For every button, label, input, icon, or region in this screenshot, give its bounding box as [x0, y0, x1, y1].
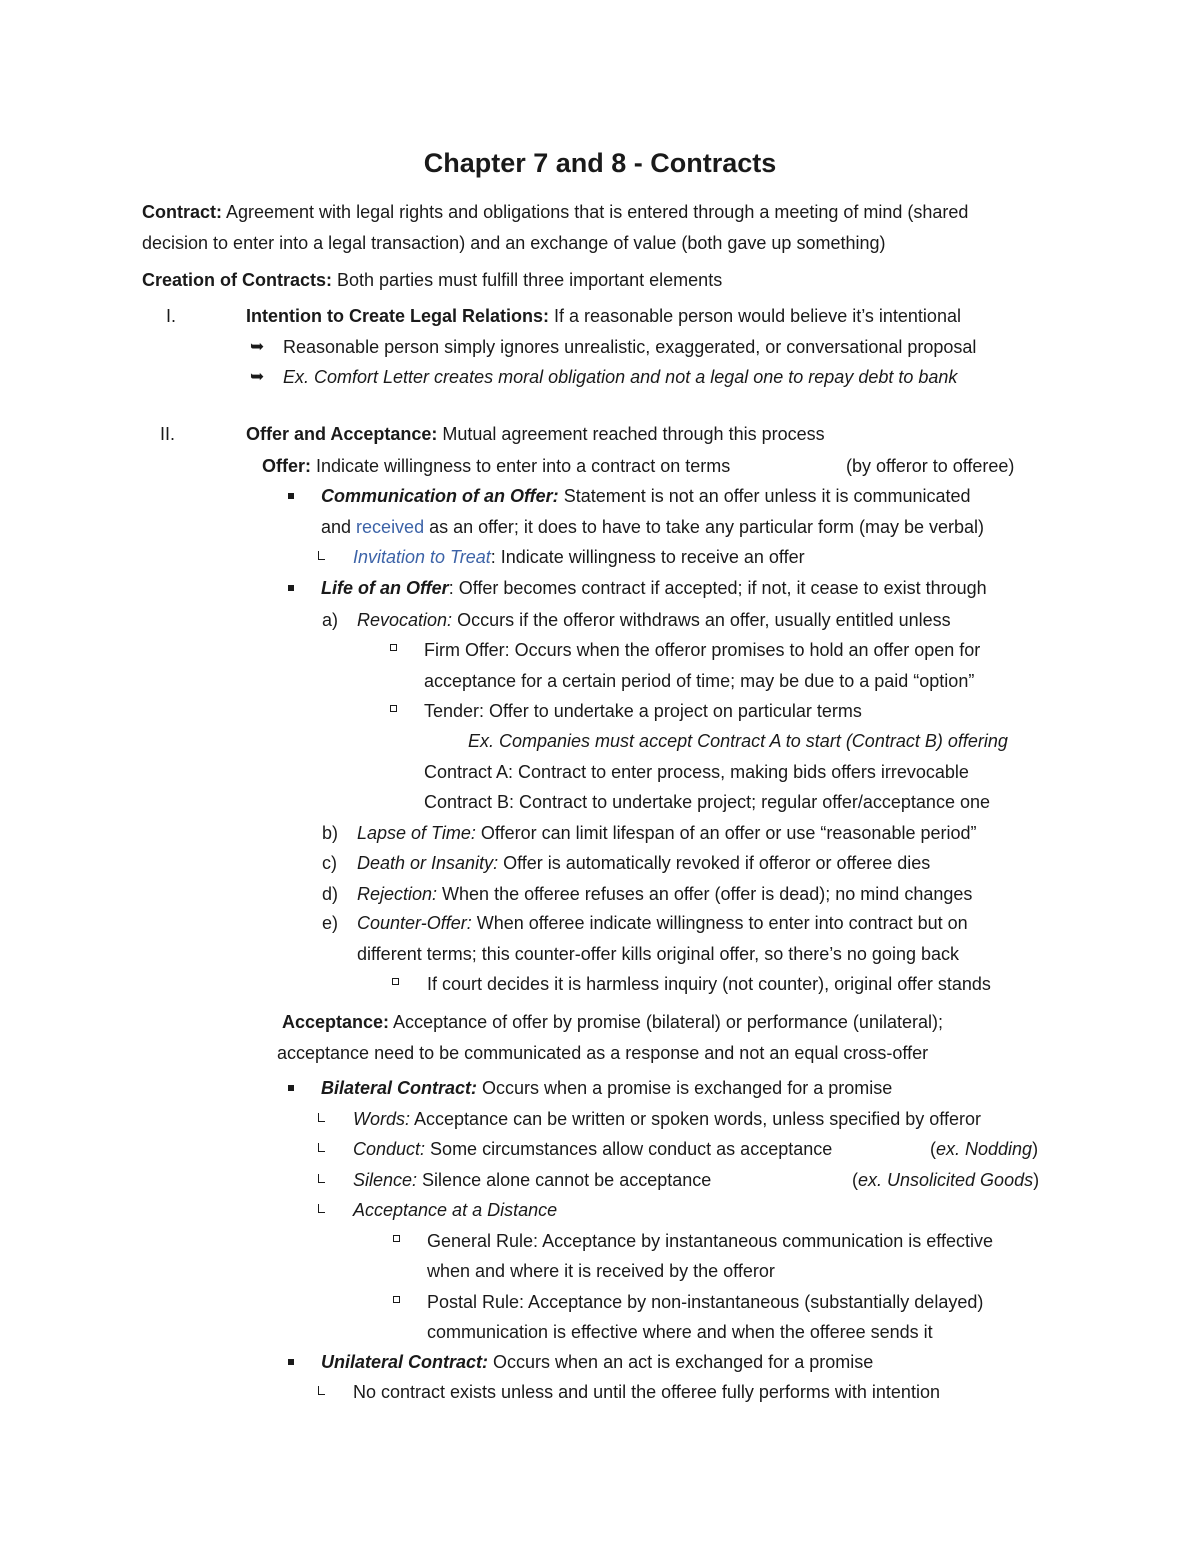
section-2-term: Offer and Acceptance:	[246, 424, 438, 444]
words-item	[353, 1107, 981, 1131]
words-text: Acceptance can be written or spoken words, unless specified by offeror	[410, 1109, 981, 1129]
conduct-item	[353, 1137, 832, 1161]
rejection-text: When the offeree refuses an offer (offer is dead); no mind changes	[437, 884, 973, 904]
creation-term: Creation of Contracts:	[142, 270, 333, 290]
corner-bullet-icon	[318, 1386, 325, 1395]
corner-bullet-icon	[318, 1113, 325, 1122]
life-text: : Offer becomes contract if accepted; if not, it cease to exist through	[448, 578, 987, 598]
life-term: Life of an Offer	[321, 578, 449, 598]
invitation-text: : Indicate willingness to receive an offer	[490, 547, 805, 567]
corner-bullet-icon	[318, 1174, 325, 1183]
hollow-square-bullet-icon	[393, 1296, 400, 1303]
acceptance-at-distance: Acceptance at a Distance	[353, 1200, 558, 1220]
bilateral-text: Occurs when a promise is exchanged for a promise	[477, 1078, 893, 1098]
death-text: Offer is automatically revoked if offeror or offeree dies	[498, 853, 931, 873]
item-b-label: b)	[322, 823, 339, 843]
lapse-text: Offeror can limit lifespan of an offer or use “reasonable period”	[475, 823, 977, 843]
square-bullet-icon	[288, 493, 294, 499]
hollow-square-bullet-icon	[392, 978, 399, 985]
counter-offer-text: When offeree indicate willingness to enter into contract but on	[471, 913, 968, 933]
conduct-example-open: (	[930, 1139, 936, 1159]
section-2-text: Mutual agreement reached through this process	[437, 424, 825, 444]
contract-text: Agreement with legal rights and obligations that is entered through a meeting of mind (shared	[222, 202, 969, 222]
communication-line-2-start: and	[321, 517, 357, 537]
section-1-bullet-2: Ex. Comfort Letter creates moral obligation and not a legal one to repay debt to bank	[283, 367, 958, 387]
hollow-square-bullet-icon	[393, 1235, 400, 1242]
death-or-insanity-item	[357, 851, 930, 875]
section-1-heading	[246, 304, 961, 328]
section-1-term: Intention to Create Legal Relations:	[246, 306, 550, 326]
firm-offer-line-2: acceptance for a certain period of time; may be due to a paid “option”	[424, 671, 975, 691]
revocation-text: Occurs if the offeror withdraws an offer, usually entitled unless	[452, 610, 951, 630]
lapse-of-time-item	[357, 821, 977, 845]
square-bullet-icon	[288, 585, 294, 591]
offer-term: Offer:	[262, 456, 311, 476]
bilateral-term: Bilateral Contract:	[321, 1078, 478, 1098]
silence-text: Silence alone cannot be acceptance	[417, 1170, 712, 1190]
general-rule-line-2: when and where it is received by the offeror	[427, 1261, 775, 1281]
item-d-label: d)	[322, 884, 339, 904]
page-title: Chapter 7 and 8 - Contracts	[423, 148, 777, 178]
item-e-label: e)	[322, 913, 339, 933]
rejection-term: Rejection:	[357, 884, 438, 904]
corner-bullet-icon	[318, 551, 325, 560]
section-2-heading	[246, 422, 825, 446]
section-1-bullet-1: Reasonable person simply ignores unrealistic, exaggerated, or conversational proposal	[283, 337, 977, 357]
contract-term: Contract:	[142, 202, 222, 222]
postal-rule-line-2: communication is effective where and when the offeree sends it	[427, 1322, 933, 1342]
life-of-offer	[321, 576, 987, 600]
communication-of-offer-line-1	[321, 484, 971, 508]
hollow-square-bullet-icon	[390, 705, 397, 712]
silence-example-open: (	[852, 1170, 858, 1190]
contract-definition-line-1	[142, 200, 968, 224]
square-bullet-icon	[288, 1085, 294, 1091]
creation-of-contracts	[142, 268, 722, 292]
revocation-item	[357, 608, 951, 632]
unilateral-sub: No contract exists unless and until the offeree fully performs with intention	[353, 1382, 940, 1402]
counter-offer-term: Counter-Offer:	[357, 913, 472, 933]
corner-bullet-icon	[318, 1143, 325, 1152]
counter-offer-item	[357, 911, 968, 935]
silence-example-close: )	[1033, 1170, 1040, 1190]
item-a-label: a)	[322, 610, 339, 630]
conduct-example	[930, 1137, 1038, 1161]
invitation-term: Invitation to Treat	[353, 547, 491, 567]
communication-term: Communication of an Offer:	[321, 486, 559, 506]
revocation-term: Revocation:	[357, 610, 453, 630]
death-term: Death or Insanity:	[357, 853, 499, 873]
general-rule-line-1: General Rule: Acceptance by instantaneous communication is effective	[427, 1231, 993, 1251]
square-bullet-icon	[288, 1359, 294, 1365]
firm-offer-line-1: Firm Offer: Occurs when the offeror promises to hold an offer open for	[424, 640, 981, 660]
rejection-item	[357, 882, 972, 906]
arrow-bullet-icon: ➥	[250, 367, 265, 386]
silence-item	[353, 1168, 711, 1192]
acceptance-line-2: acceptance need to be communicated as a response and not an equal cross-offer	[277, 1043, 929, 1063]
communication-of-offer-line-2	[321, 515, 984, 539]
acceptance-text: Acceptance of offer by promise (bilateral) or performance (unilateral);	[389, 1012, 943, 1032]
postal-rule-line-1: Postal Rule: Acceptance by non-instantaneous (substantially delayed)	[427, 1292, 984, 1312]
conduct-text: Some circumstances allow conduct as acceptance	[425, 1139, 833, 1159]
counter-offer-line-2: different terms; this counter-offer kills original offer, so there’s no going back	[357, 944, 959, 964]
unilateral-term: Unilateral Contract:	[321, 1352, 489, 1372]
section-1-numeral: I.	[166, 306, 177, 326]
silence-example	[852, 1168, 1039, 1192]
corner-bullet-icon	[318, 1204, 325, 1213]
unilateral-contract	[321, 1350, 873, 1374]
conduct-example-text: ex. Nodding	[936, 1139, 1033, 1159]
communication-line-2-end: as an offer; it does to have to take any particular form (may be verbal)	[424, 517, 985, 537]
conduct-term: Conduct:	[353, 1139, 426, 1159]
offer-heading	[262, 454, 730, 478]
section-2-numeral: II.	[160, 424, 176, 444]
counter-offer-sub: If court decides it is harmless inquiry (not counter), original offer stands	[427, 974, 991, 994]
communication-text: Statement is not an offer unless it is communicated	[558, 486, 971, 506]
bilateral-contract	[321, 1076, 892, 1100]
offer-direction: (by offeror to offeree)	[846, 456, 1015, 476]
contract-a-line: Contract A: Contract to enter process, making bids offers irrevocable	[424, 762, 969, 782]
section-1-text: If a reasonable person would believe it’s intentional	[549, 306, 961, 326]
tender-example: Ex. Companies must accept Contract A to start (Contract B) offering	[468, 731, 1008, 751]
contract-definition-line-2: decision to enter into a legal transaction) and an exchange of value (both gave up something)	[142, 233, 886, 253]
invitation-to-treat	[353, 545, 805, 569]
conduct-example-close: )	[1032, 1139, 1039, 1159]
contract-b-line: Contract B: Contract to undertake project; regular offer/acceptance one	[424, 792, 990, 812]
unilateral-text: Occurs when an act is exchanged for a promise	[488, 1352, 874, 1372]
tender-line: Tender: Offer to undertake a project on particular terms	[424, 701, 862, 721]
acceptance-heading	[282, 1010, 943, 1034]
arrow-bullet-icon: ➥	[250, 337, 265, 356]
offer-text: Indicate willingness to enter into a contract on terms	[311, 456, 731, 476]
creation-text: Both parties must fulfill three important elements	[332, 270, 723, 290]
item-c-label: c)	[322, 853, 337, 873]
acceptance-term: Acceptance:	[282, 1012, 390, 1032]
silence-example-text: ex. Unsolicited Goods	[858, 1170, 1034, 1190]
silence-term: Silence:	[353, 1170, 418, 1190]
words-term: Words:	[353, 1109, 411, 1129]
received-highlight: received	[356, 517, 425, 537]
hollow-square-bullet-icon	[390, 644, 397, 651]
lapse-term: Lapse of Time:	[357, 823, 476, 843]
